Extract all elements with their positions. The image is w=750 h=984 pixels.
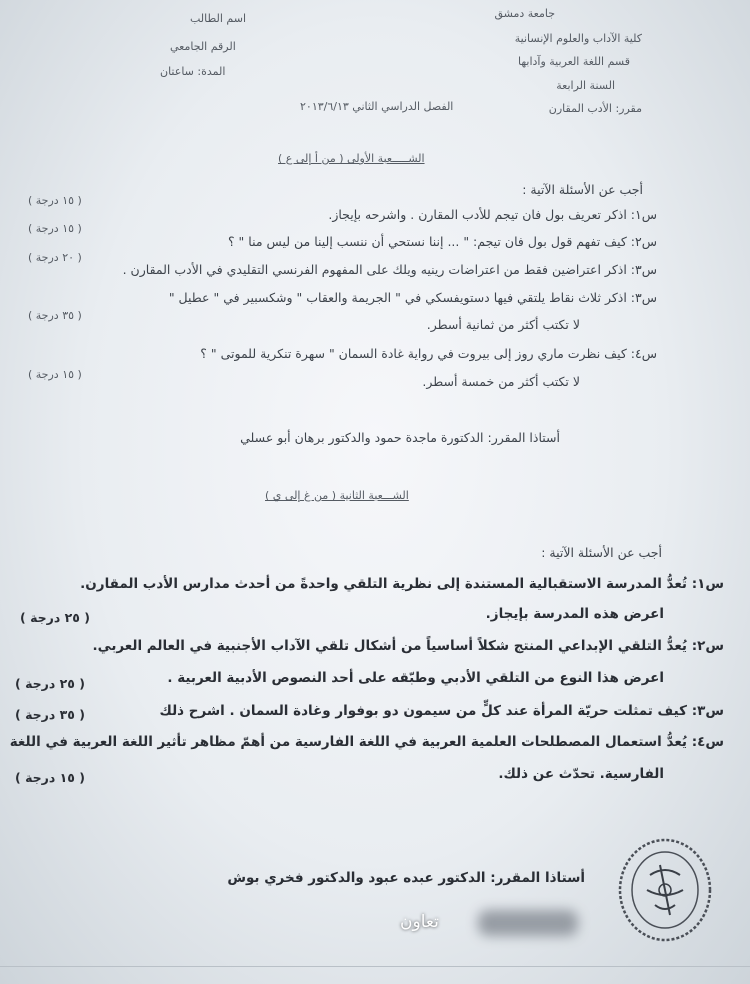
section2-q1: س١: تُعدُّ المدرسة الاستقبالية المستندة إلى نظرية التلقي واحدةً من أحدث مدارس الأدب المقارن.	[80, 576, 724, 592]
student-id-label: الرقم الجامعي	[170, 40, 236, 53]
section2-q3-marks: ( ٣٥ درجة )	[15, 707, 85, 722]
section2-q4-note: الفارسية. تحدّث عن ذلك.	[498, 766, 664, 782]
section1-professors: أستاذا المقرر: الدكتورة ماجدة حمود والدكتور برهان أبو عسلي	[240, 430, 560, 445]
section1-q4: س٣: اذكر ثلاث نقاط يلتقي فيها دستويفسكي في " الجريمة والعقاب " وشكسبير في " عطيل "	[168, 290, 657, 305]
university-name: جامعة دمشق	[494, 7, 555, 20]
department-name: قسم اللغة العربية وآدابها	[517, 55, 630, 68]
official-stamp-icon	[615, 835, 715, 945]
section2-q3: س٣: كيف تمثلت حريّة المرأة عند كلٍّ من سيمون دو بوفوار وغادة السمان . اشرح ذلك	[159, 703, 724, 719]
section1-q5-marks: ( ١٥ درجة )	[28, 368, 82, 381]
section1-q5-note: لا تكتب أكثر من خمسة أسطر.	[422, 374, 580, 389]
watermark-text: تعاون	[400, 912, 439, 932]
section1-title: الشـــــعبة الأولى ( من أ إلى ع )	[278, 152, 425, 165]
faculty-name: كلية الآداب والعلوم الإنسانية	[514, 32, 642, 45]
section2-q4: س٤: يُعدُّ استعمال المصطلحات العلمية العربية في اللغة الفارسية من أهمّ مظاهر تأثير اللغة العربية في اللغة	[9, 734, 724, 750]
section2-q1-note: اعرض هذه المدرسة بإيجاز.	[485, 606, 664, 622]
section1-q1: س١: اذكر تعريف بول فان تيجم للأدب المقارن . واشرحه بإيجاز.	[328, 207, 657, 222]
redacted-signature	[478, 910, 578, 936]
section2-q1-marks: ( ٢٥ درجة )	[20, 610, 90, 625]
study-year: السنة الرابعة	[556, 79, 615, 92]
section2-q2-marks: ( ٢٥ درجة )	[15, 676, 85, 691]
section1-q2: س٢: كيف تفهم قول بول فان تيجم: " ... إننا نستحي أن ننسب إلينا من ليس منا " ؟	[227, 234, 657, 249]
section1-instruction: أجب عن الأسئلة الآتية :	[522, 182, 643, 197]
section2-q2: س٢: يُعدُّ التلقي الإبداعي المنتج شكلاً أساسياً من أشكال تلقي الآداب الأجنبية في العالم العربي.	[92, 638, 724, 654]
section2-professors: أستاذا المقرر: الدكتور عبده عبود والدكتور فخري بوش	[227, 870, 585, 886]
section2-q4-marks: ( ١٥ درجة )	[15, 770, 85, 785]
section1-q3: س٣: اذكر اعتراضين فقط من اعتراضات رينيه ويلك على المفهوم الفرنسي التقليدي في الأدب المقارن .	[122, 262, 657, 277]
section2-instruction: أجب عن الأسئلة الآتية :	[541, 545, 662, 560]
exam-term: الفصل الدراسي الثاني ٢٠١٣/٦/١٣	[300, 100, 454, 113]
page-edge-divider	[0, 966, 750, 967]
section1-q3-marks: ( ٢٠ درجة )	[28, 251, 82, 264]
section1-q4-marks: ( ٣٥ درجة )	[28, 309, 82, 322]
course-name: مقرر: الأدب المقارن	[548, 102, 642, 115]
section2-q2-note: اعرض هذا النوع من التلقي الأدبي وطبّقه على أحد النصوص الأدبية العربية .	[167, 670, 664, 686]
section1-q2-marks: ( ١٥ درجة )	[28, 222, 82, 235]
section1-q1-marks: ( ١٥ درجة )	[28, 194, 82, 207]
section2-title: الشـــعبة الثانية ( من غ إلى ي )	[265, 489, 409, 502]
exam-duration: المدة: ساعتان	[160, 65, 226, 78]
student-name-label: اسم الطالب	[190, 12, 247, 25]
section1-q5: س٤: كيف نظرت ماري روز إلى بيروت في رواية غادة السمان " سهرة تنكرية للموتى " ؟	[200, 346, 657, 361]
section1-q4-note: لا تكتب أكثر من ثمانية أسطر.	[426, 317, 580, 332]
